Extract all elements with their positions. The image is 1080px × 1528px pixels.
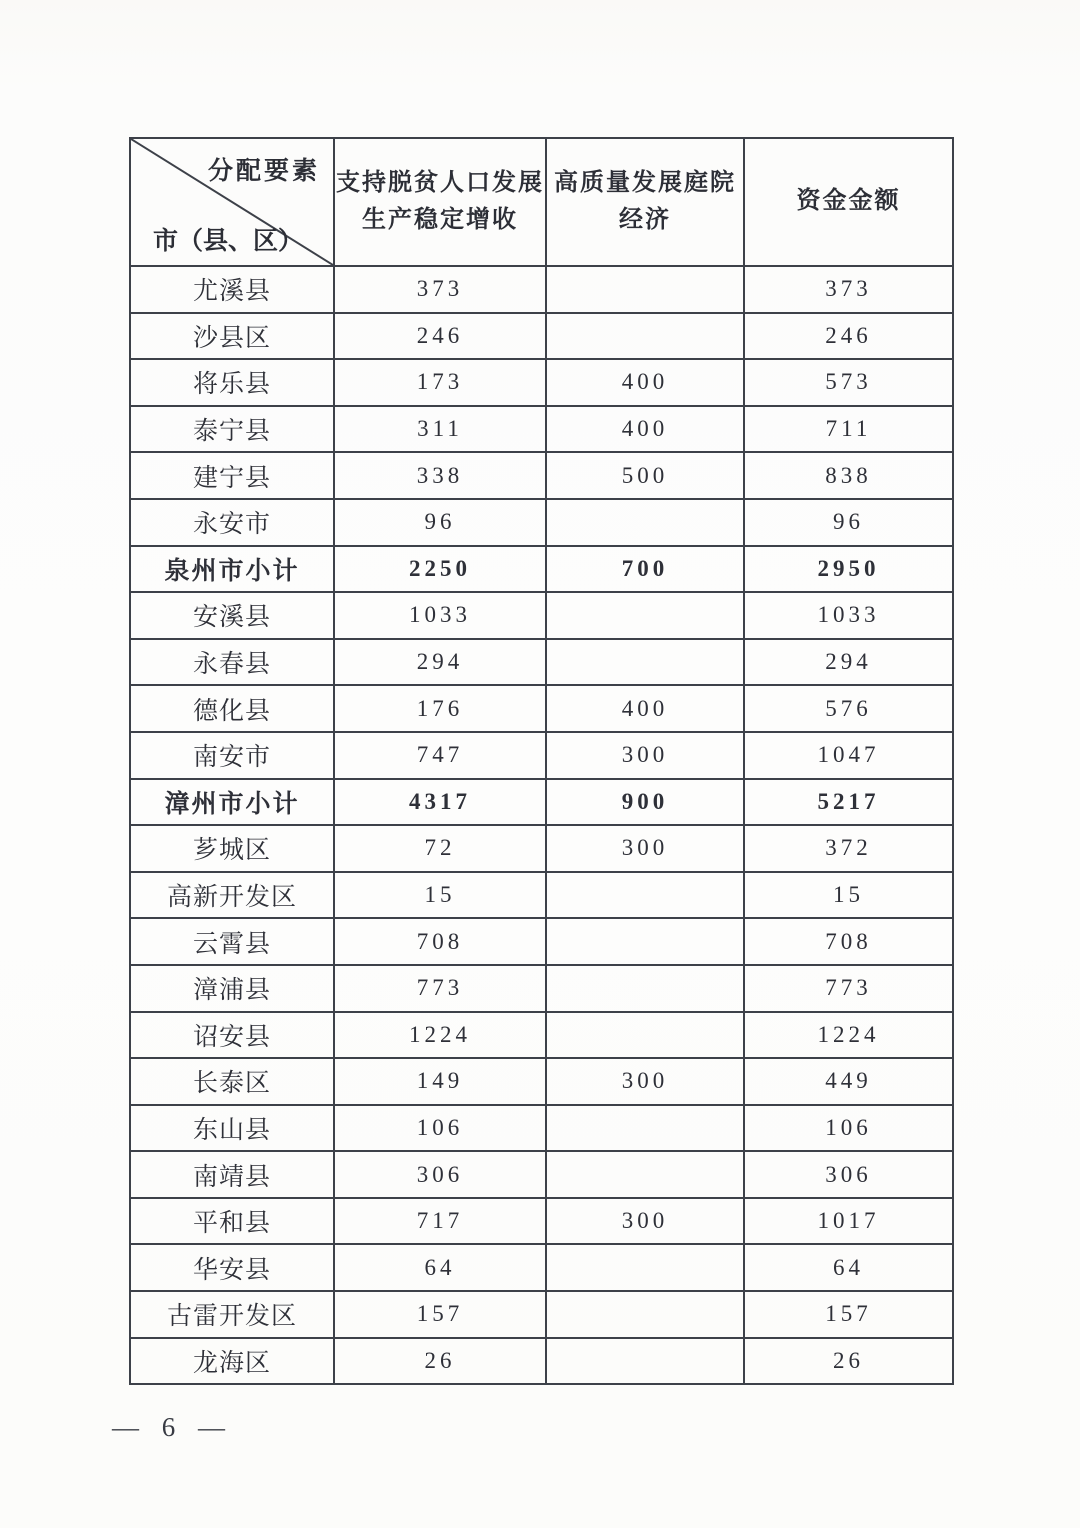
courtyard-value-cell: [546, 313, 744, 360]
support-value-cell: 157: [334, 1291, 546, 1338]
support-value-cell: 747: [334, 732, 546, 779]
total-value-cell: 64: [744, 1244, 953, 1291]
total-value-cell: 1017: [744, 1198, 953, 1245]
support-value-cell: 1033: [334, 592, 546, 639]
total-value-cell: 294: [744, 639, 953, 686]
total-value-cell: 838: [744, 452, 953, 499]
support-value-cell: 96: [334, 499, 546, 546]
support-value-cell: 311: [334, 406, 546, 453]
courtyard-value-cell: 400: [546, 685, 744, 732]
region-cell: 龙海区: [130, 1338, 334, 1385]
courtyard-value-cell: [546, 1291, 744, 1338]
courtyard-value-cell: [546, 592, 744, 639]
total-value-cell: 246: [744, 313, 953, 360]
col-header-courtyard-line1: 高质量发展庭院: [554, 169, 736, 196]
total-value-cell: 15: [744, 872, 953, 919]
courtyard-value-cell: 500: [546, 452, 744, 499]
total-value-cell: 5217: [744, 779, 953, 826]
region-cell: 沙县区: [130, 313, 334, 360]
table-row: [130, 918, 953, 965]
courtyard-value-cell: [546, 1012, 744, 1059]
total-value-cell: 157: [744, 1291, 953, 1338]
courtyard-value-cell: [546, 965, 744, 1012]
region-cell: 诏安县: [130, 1012, 334, 1059]
support-value-cell: 306: [334, 1151, 546, 1198]
col-header-amount: [744, 138, 953, 266]
region-cell: 平和县: [130, 1198, 334, 1245]
courtyard-value-cell: 900: [546, 779, 744, 826]
table-row: [130, 266, 953, 313]
table-row: [130, 779, 953, 826]
courtyard-value-cell: [546, 1338, 744, 1385]
courtyard-value-cell: 400: [546, 359, 744, 406]
total-value-cell: 2950: [744, 546, 953, 593]
table-row: [130, 1105, 953, 1152]
total-value-cell: 373: [744, 266, 953, 313]
col-header-courtyard: [546, 138, 744, 266]
support-value-cell: 176: [334, 685, 546, 732]
total-value-cell: 372: [744, 825, 953, 872]
courtyard-value-cell: [546, 872, 744, 919]
table-row: [130, 965, 953, 1012]
courtyard-value-cell: [546, 1244, 744, 1291]
region-cell: 南安市: [130, 732, 334, 779]
table-row: [130, 732, 953, 779]
region-cell: 古雷开发区: [130, 1291, 334, 1338]
table-row: [130, 1244, 953, 1291]
region-cell: 漳浦县: [130, 965, 334, 1012]
region-cell: 华安县: [130, 1244, 334, 1291]
region-cell: 德化县: [130, 685, 334, 732]
col-header-support-line2: 生产稳定增收: [362, 207, 518, 233]
total-value-cell: 773: [744, 965, 953, 1012]
table-row: [130, 685, 953, 732]
courtyard-value-cell: 300: [546, 825, 744, 872]
region-cell: 尤溪县: [130, 266, 334, 313]
table-row: [130, 639, 953, 686]
courtyard-value-cell: 300: [546, 1198, 744, 1245]
support-value-cell: 708: [334, 918, 546, 965]
region-cell: 南靖县: [130, 1151, 334, 1198]
total-value-cell: 711: [744, 406, 953, 453]
support-value-cell: 717: [334, 1198, 546, 1245]
corner-top-label: 分配要素: [207, 158, 320, 185]
support-value-cell: 773: [334, 965, 546, 1012]
total-value-cell: 708: [744, 918, 953, 965]
courtyard-value-cell: [546, 639, 744, 686]
support-value-cell: 338: [334, 452, 546, 499]
col-header-amount-line1: 资金金额: [796, 188, 901, 215]
corner-bottom-label: 市（县、区）: [153, 228, 304, 255]
table-row: [130, 1198, 953, 1245]
table-row: [130, 592, 953, 639]
support-value-cell: 106: [334, 1105, 546, 1152]
col-header-support-line1: 支持脱贫人口发展: [336, 169, 544, 196]
support-value-cell: 294: [334, 639, 546, 686]
support-value-cell: 2250: [334, 546, 546, 593]
corner-header-cell: [130, 138, 334, 266]
total-value-cell: 106: [744, 1105, 953, 1152]
table-row: [130, 1291, 953, 1338]
courtyard-value-cell: [546, 918, 744, 965]
total-value-cell: 1224: [744, 1012, 953, 1059]
support-value-cell: 72: [334, 825, 546, 872]
table-row: [130, 452, 953, 499]
support-value-cell: 173: [334, 359, 546, 406]
total-value-cell: 573: [744, 359, 953, 406]
table-row: [130, 1012, 953, 1059]
courtyard-value-cell: [546, 1105, 744, 1152]
courtyard-value-cell: 300: [546, 732, 744, 779]
total-value-cell: 26: [744, 1338, 953, 1385]
total-value-cell: 576: [744, 685, 953, 732]
table-row: [130, 1058, 953, 1105]
page-number: — 6 —: [112, 1412, 233, 1442]
total-value-cell: 96: [744, 499, 953, 546]
table-body: [130, 266, 953, 1384]
support-value-cell: 15: [334, 872, 546, 919]
support-value-cell: 246: [334, 313, 546, 360]
region-cell: 泉州市小计: [130, 546, 334, 593]
courtyard-value-cell: [546, 499, 744, 546]
table-row: [130, 313, 953, 360]
region-cell: 建宁县: [130, 452, 334, 499]
courtyard-value-cell: [546, 1151, 744, 1198]
table-row: [130, 359, 953, 406]
table-row: [130, 1151, 953, 1198]
support-value-cell: 149: [334, 1058, 546, 1105]
courtyard-value-cell: 400: [546, 406, 744, 453]
courtyard-value-cell: 300: [546, 1058, 744, 1105]
table-row: [130, 406, 953, 453]
total-value-cell: 306: [744, 1151, 953, 1198]
total-value-cell: 449: [744, 1058, 953, 1105]
region-cell: 芗城区: [130, 825, 334, 872]
total-value-cell: 1047: [744, 732, 953, 779]
total-value-cell: 1033: [744, 592, 953, 639]
region-cell: 长泰区: [130, 1058, 334, 1105]
support-value-cell: 373: [334, 266, 546, 313]
col-header-courtyard-line2: 经济: [619, 207, 671, 233]
table-row: [130, 825, 953, 872]
col-header-support: [334, 138, 546, 266]
allocation-table: [129, 137, 954, 1385]
courtyard-value-cell: [546, 266, 744, 313]
support-value-cell: 64: [334, 1244, 546, 1291]
region-cell: 漳州市小计: [130, 779, 334, 826]
table-row: [130, 1338, 953, 1385]
header-row: [130, 138, 953, 266]
courtyard-value-cell: 700: [546, 546, 744, 593]
support-value-cell: 4317: [334, 779, 546, 826]
support-value-cell: 26: [334, 1338, 546, 1385]
region-cell: 永春县: [130, 639, 334, 686]
support-value-cell: 1224: [334, 1012, 546, 1059]
region-cell: 泰宁县: [130, 406, 334, 453]
table-row: [130, 546, 953, 593]
region-cell: 东山县: [130, 1105, 334, 1152]
region-cell: 安溪县: [130, 592, 334, 639]
region-cell: 将乐县: [130, 359, 334, 406]
table-row: [130, 499, 953, 546]
table-row: [130, 872, 953, 919]
region-cell: 永安市: [130, 499, 334, 546]
region-cell: 云霄县: [130, 918, 334, 965]
region-cell: 高新开发区: [130, 872, 334, 919]
